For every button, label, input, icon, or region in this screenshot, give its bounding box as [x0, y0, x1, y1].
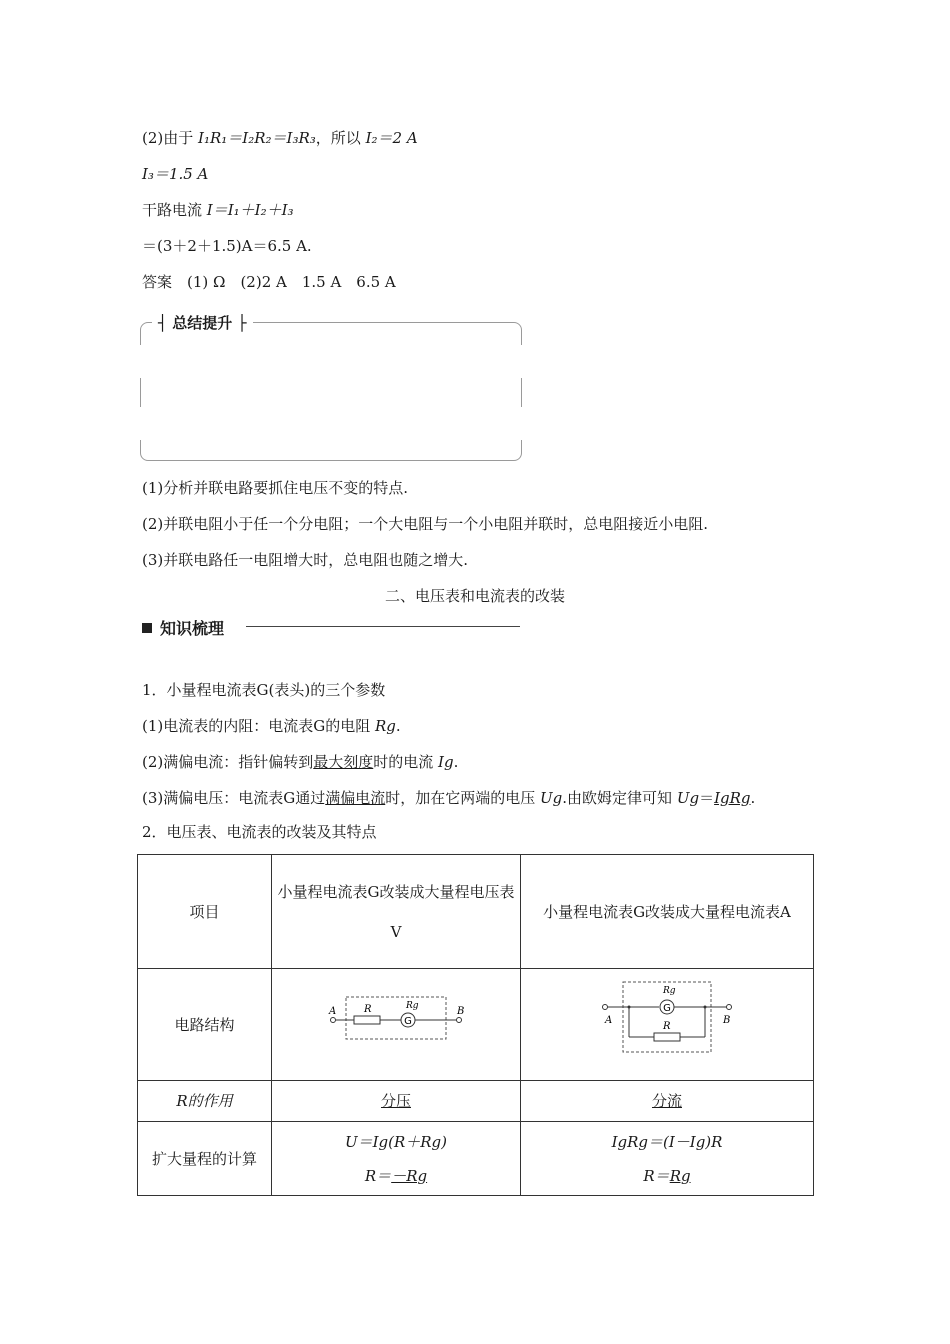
table-cell — [521, 1081, 814, 1122]
table-cell: 电路结构 — [138, 969, 272, 1081]
text: (2)满偏电流：指针偏转到 — [142, 753, 314, 771]
fill-blank: Rg — [669, 1166, 691, 1185]
terminal-b — [727, 1005, 732, 1010]
text: R＝ — [643, 1166, 670, 1185]
knowledge-point-2 — [142, 752, 458, 772]
summary-box — [140, 322, 522, 461]
text: . — [395, 717, 401, 735]
text: (3)满偏电压：电流表G通过 — [142, 789, 326, 807]
formula — [276, 1159, 516, 1193]
table-row — [138, 1081, 814, 1122]
comparison-table — [137, 854, 814, 1196]
label-a: A — [605, 1015, 613, 1026]
text: (1)电流表的内阻：电流表G的电阻 — [142, 717, 375, 735]
table-header-cell: 小量程电流表G改装成大量程电压表V — [272, 855, 521, 969]
solution-line-2: I₃＝1.5 A — [142, 165, 209, 183]
label-b: B — [723, 1015, 731, 1026]
solution-line-4: ＝(3＋2＋1.5)A＝6.5 A. — [142, 237, 312, 255]
summary-point-1: (1)分析并联电路要抓住电压不变的特点. — [142, 479, 409, 497]
formula: IgRg＝(I－Ig)R — [611, 1132, 723, 1151]
table-cell — [272, 1122, 521, 1196]
knowledge-point-1 — [142, 716, 401, 736]
equation: I＝I₁＋I₂＋I₃ — [206, 201, 294, 219]
divider — [246, 626, 520, 627]
variable: Ig — [438, 753, 454, 771]
label-r: R — [364, 1004, 372, 1015]
knowledge-label — [142, 616, 224, 639]
terminal-b — [457, 1018, 462, 1023]
table-cell: R的作用 — [138, 1081, 272, 1122]
voltmeter-circuit-diagram — [326, 989, 466, 1045]
fill-blank: 最大刻度 — [313, 753, 374, 771]
table-row — [138, 969, 814, 1081]
variable: Ug — [540, 789, 563, 807]
resistor-r — [654, 1033, 680, 1041]
answer-line: 答案 (1) Ω (2)2 A 1.5 A 6.5 A — [142, 273, 396, 291]
text: 时，加在它两端的电压 — [385, 789, 541, 807]
box-gap — [516, 407, 524, 440]
table-header-cell: 项目 — [138, 855, 272, 969]
square-bullet-icon — [142, 623, 152, 633]
text: R＝ — [364, 1166, 392, 1185]
galvanometer-label: G — [404, 1016, 412, 1027]
text: ，所以 — [315, 129, 366, 147]
knowledge-label-text: 知识梳理 — [160, 619, 225, 638]
solution-line-1 — [142, 128, 418, 148]
galvanometer-label: G — [663, 1003, 671, 1014]
resistor-r — [354, 1016, 380, 1024]
label-rg: Rg — [406, 1001, 419, 1011]
label-a: A — [329, 1006, 337, 1017]
text: .由欧姆定律可知 — [562, 789, 677, 807]
variable: Ug — [676, 789, 700, 807]
table-header-cell: 小量程电流表G改装成大量程电流表A — [521, 855, 814, 969]
box-gap — [516, 345, 524, 378]
summary-point-2: (2)并联电阻小于任一个分电阻；一个大电阻与一个小电阻并联时，总电阻接近小电阻. — [142, 515, 709, 533]
label-b: B — [457, 1006, 465, 1017]
fill-blank: IgRg — [714, 789, 751, 807]
fill-blank: 分流 — [651, 1092, 682, 1110]
knowledge-item-2: 2．电压表、电流表的改装及其特点 — [142, 823, 377, 841]
text: 时的电流 — [373, 753, 439, 771]
summary-title-text: 总结提升 — [172, 314, 233, 332]
summary-title: ┤ 总结提升 ├ — [152, 312, 253, 333]
ammeter-circuit-diagram — [597, 979, 737, 1055]
variable: Rg — [375, 717, 396, 735]
knowledge-point-3 — [142, 788, 755, 808]
text: . — [750, 789, 756, 807]
fill-blank: 分压 — [380, 1092, 411, 1110]
table-cell — [521, 1122, 814, 1196]
label-r: R — [663, 1021, 671, 1032]
fill-blank: －Rg — [391, 1166, 428, 1185]
box-gap — [136, 407, 144, 440]
knowledge-item-1: 1．小量程电流表G(表头)的三个参数 — [142, 681, 386, 699]
formula — [525, 1159, 809, 1193]
label-rg: Rg — [663, 986, 676, 996]
table-cell: 扩大量程的计算 — [138, 1122, 272, 1196]
section-heading: 二、电压表和电流表的改装 — [384, 587, 565, 605]
equation: I₁R₁＝I₂R₂＝I₃R₃ — [198, 129, 316, 147]
terminal-a — [603, 1005, 608, 1010]
text: 干路电流 — [142, 201, 207, 219]
solution-line-3 — [142, 200, 294, 220]
equation: I₂＝2 A — [365, 129, 418, 147]
text: (2)由于 — [142, 129, 199, 147]
formula: U＝Ig(R＋Rg) — [344, 1132, 448, 1151]
terminal-a — [331, 1018, 336, 1023]
text: . — [453, 753, 459, 771]
table-row — [138, 1122, 814, 1196]
table-cell — [272, 1081, 521, 1122]
table-row — [138, 855, 814, 969]
voltmeter-circuit-cell — [272, 969, 521, 1081]
text: ＝ — [699, 789, 715, 807]
fill-blank: 满偏电流 — [325, 789, 386, 807]
summary-point-3: (3)并联电路任一电阻增大时，总电阻也随之增大. — [142, 551, 469, 569]
ammeter-circuit-cell — [521, 969, 814, 1081]
box-gap — [136, 345, 144, 378]
dashed-box — [346, 997, 446, 1039]
